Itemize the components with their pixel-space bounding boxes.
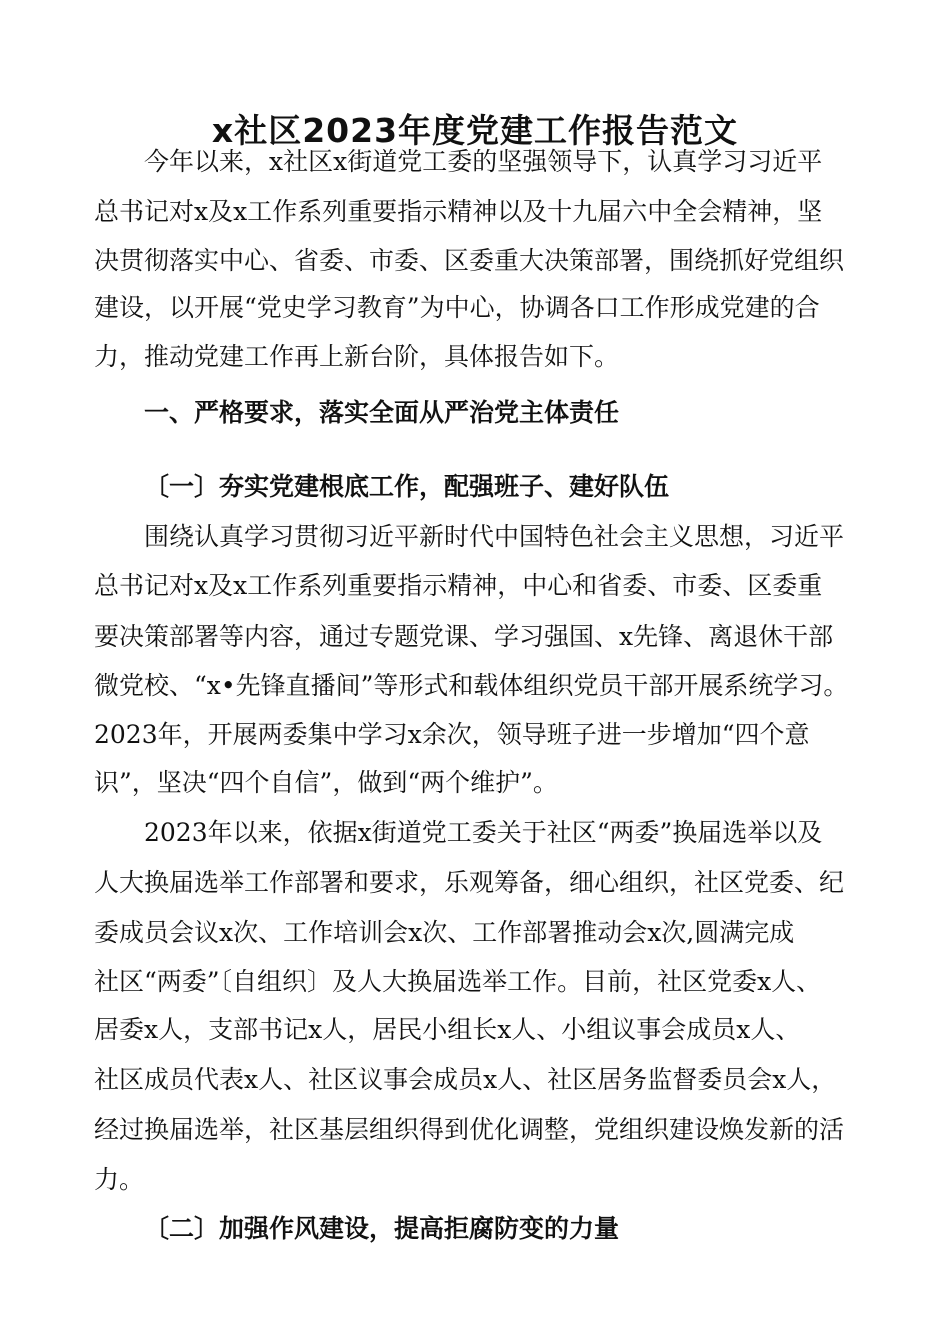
para1-line-6: 识”，坚决“四个自信”，做到“两个维护”。: [94, 768, 558, 797]
section1-heading: 一、严格要求，落实全面从严治党主体责任: [144, 398, 620, 427]
intro-line-5: 力，推动党建工作再上新台阶，具体报告如下。: [94, 342, 620, 371]
para2-line-5: 居委x人，支部书记x人，居民小组长x人、小组议事会成员x人、: [94, 1015, 801, 1044]
para2-line-3: 委成员会议x次、工作培训会x次、工作部署推动会x次,圆满完成: [94, 918, 795, 947]
para2-line-1: 2023年以来，依据x街道党工委关于社区“两委”换届选举以及: [144, 818, 823, 847]
subsection1-heading: 〔一〕夯实党建根底工作，配强班子、建好队伍: [144, 472, 670, 501]
para2-line-4: 社区“两委”〔自组织〕及人大换届选举工作。目前，社区党委x人、: [94, 967, 822, 996]
para2-line-8: 力。: [94, 1165, 145, 1194]
intro-line-2: 总书记对x及x工作系列重要指示精神以及十九届六中全会精神，坚: [94, 197, 823, 226]
para1-line-1: 围绕认真学习贯彻习近平新时代中国特色社会主义思想，习近平: [144, 522, 845, 551]
para1-line-2: 总书记对x及x工作系列重要指示精神，中心和省委、市委、区委重: [94, 571, 823, 600]
para2-line-2: 人大换届选举工作部署和要求，乐观筹备，细心组织，社区党委、纪: [94, 868, 845, 897]
para1-line-5: 2023年，开展两委集中学习x余次，领导班子进一步增加“四个意: [94, 720, 810, 749]
para2-line-7: 经过换届选举，社区基层组织得到优化调整，党组织建设焕发新的活: [94, 1115, 845, 1144]
intro-line-4: 建设，以开展“党史学习教育”为中心，协调各口工作形成党建的合: [94, 293, 820, 322]
document-title: x社区2023年度党建工作报告范文: [211, 111, 739, 150]
para2-line-6: 社区成员代表x人、社区议事会成员x人、社区居务监督委员会x人，: [94, 1065, 837, 1094]
intro-line-3: 决贯彻落实中心、省委、市委、区委重大决策部署，围绕抓好党组织: [94, 246, 845, 275]
para1-line-4: 微党校、“x•先锋直播间”等形式和载体组织党员干部开展系统学习。: [94, 671, 849, 700]
intro-line-1: 今年以来，x社区x街道党工委的坚强领导下，认真学习习近平: [144, 147, 823, 176]
subsection2-heading: 〔二〕加强作风建设，提高拒腐防变的力量: [144, 1214, 620, 1243]
para1-line-3: 要决策部署等内容，通过专题党课、学习强国、x先锋、离退休干部: [94, 622, 834, 651]
